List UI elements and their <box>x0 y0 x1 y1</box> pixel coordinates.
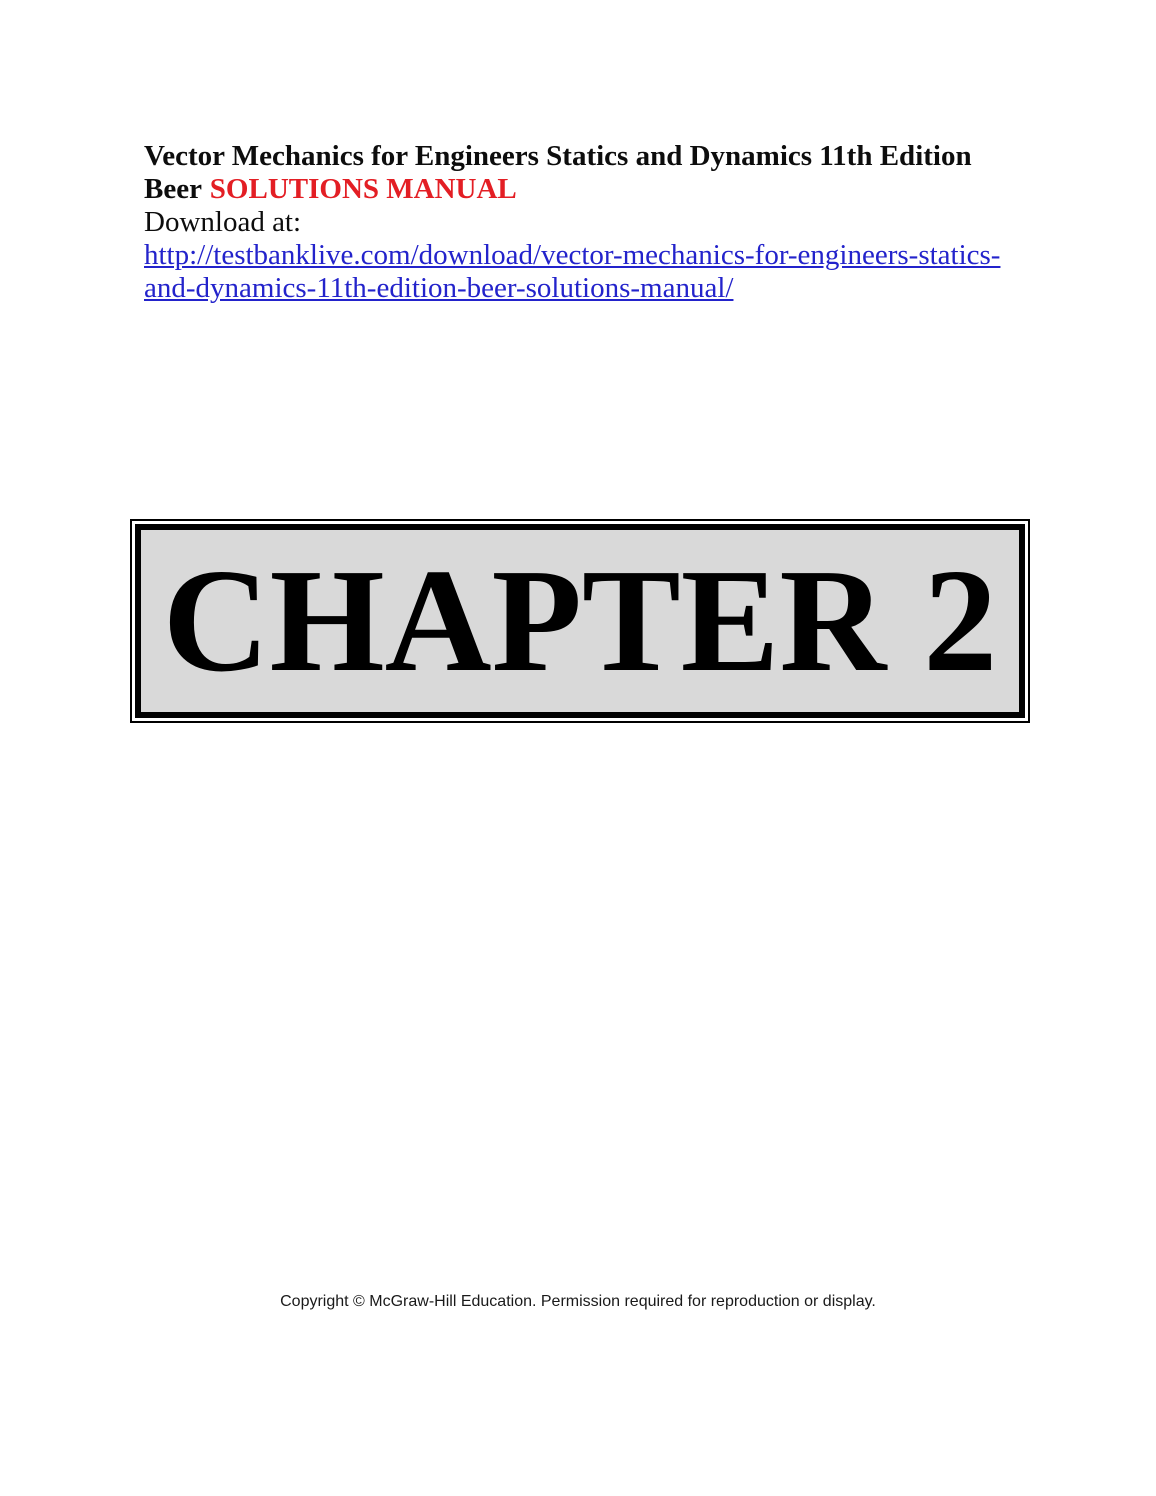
book-title-line2 <box>144 173 1000 206</box>
solutions-manual-label: SOLUTIONS MANUAL <box>209 173 517 205</box>
download-link[interactable] <box>144 239 1000 305</box>
chapter-banner-frame <box>135 524 1025 718</box>
book-title-line1: Vector Mechanics for Engineers Statics and Dynamics 11th Edition <box>144 140 972 172</box>
download-link-line1[interactable]: http://testbanklive.com/download/vector-mechanics-for-engineers-statics- <box>144 239 1001 271</box>
chapter-title: CHAPTER 2 <box>162 539 998 703</box>
title-block <box>144 140 1000 305</box>
chapter-banner <box>130 519 1030 723</box>
copyright-notice <box>0 1293 1156 1311</box>
download-link-line2[interactable]: and-dynamics-11th-edition-beer-solutions-manual/ <box>144 272 734 304</box>
book-author: Beer <box>144 173 202 205</box>
copyright-text: Copyright © McGraw-Hill Education. Permission required for reproduction or display. <box>280 1293 876 1310</box>
download-at-label: Download at: <box>144 206 302 238</box>
